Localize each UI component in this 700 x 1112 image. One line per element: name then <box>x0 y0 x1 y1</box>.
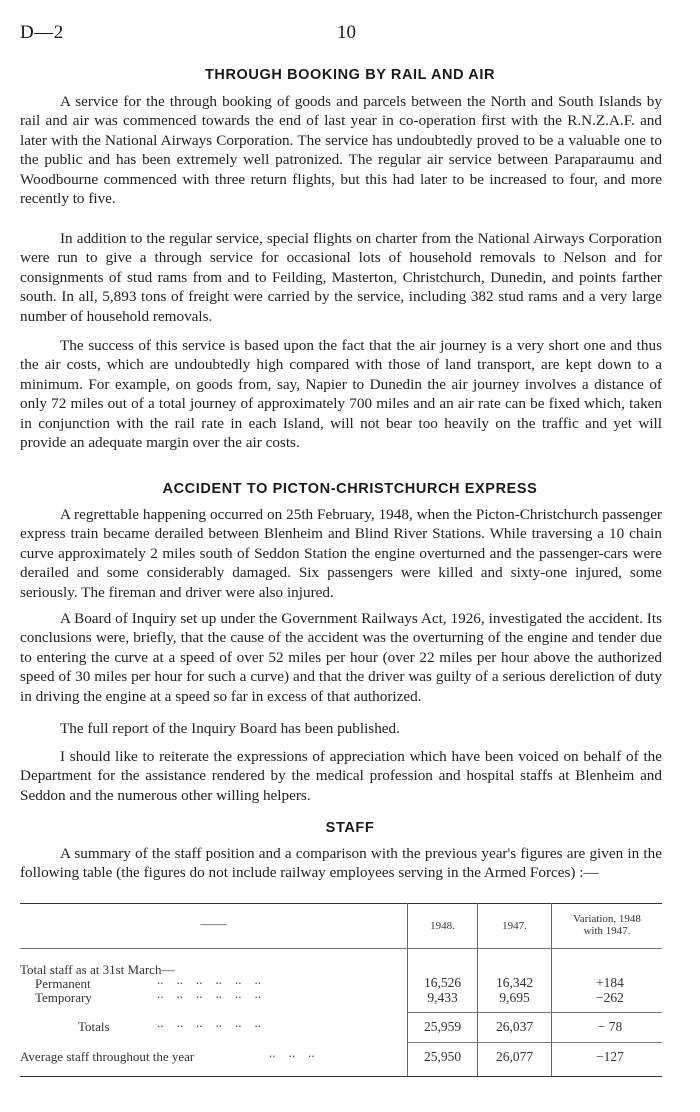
value-variation: − 78 <box>597 1019 623 1034</box>
leader-dots: .. .. .. .. .. .. <box>157 1015 261 1030</box>
section-heading-staff: STAFF <box>325 820 375 836</box>
page-number: 10 <box>337 22 356 43</box>
document-reference: D—2 <box>20 22 64 43</box>
paragraph: A regrettable happening occurred on 25th February, 1948, when the Picton-Christchurch passenger express train became derailed between Blenheim and Blind River Stations. While traversing a 10 chain curve approximately 2 miles south of Seddon Station the engine overturned and the passenger-cars were derailed and some considerably damaged. Six passengers were killed and sixty-one injured, some seriously. The fireman and driver were also injured. <box>20 506 662 601</box>
table-subtotal-rule <box>408 1012 662 1013</box>
paragraph: A service for the through booking of goods and parcels between the North and South Islands by rail and air was commenced towards the end of last year in co-operation first with the R.N.Z.A.F. and later with the National Airways Corporation. The service has undoubtedly proved to be a valuable one to the public and has been extremely well patronized. The regular air service between Paraparaumu and Woodbourne commenced with three return flights, but this had later to be increased to four, and more recently to five. <box>20 93 662 208</box>
value-1948: 9,433 <box>427 990 458 1005</box>
value-1947: 9,695 <box>499 990 530 1005</box>
value-variation: +184 <box>596 975 624 990</box>
row-label: Permanent <box>35 976 91 991</box>
row-label: Totals <box>78 1019 110 1034</box>
paragraph: I should like to reiterate the expressions of appreciation which have been voiced on behalf of the Department for the assistance rendered by the medical profession and hospital staffs at Blenheim and Seddon and the numerous other willing helpers. <box>20 748 662 804</box>
column-header-label: —— <box>200 916 227 931</box>
table-bottom-rule <box>20 1076 662 1077</box>
table-group-label: Total staff as at 31st March— <box>20 962 175 977</box>
column-divider <box>551 903 552 1076</box>
leader-dots: .. .. .. <box>269 1045 315 1060</box>
value-1947: 26,077 <box>495 1049 534 1064</box>
section-heading-rail-air: THROUGH BOOKING BY RAIL AND AIR <box>204 67 496 83</box>
paragraph: In addition to the regular service, special flights on charter from the National Airways Corporation were run to give a through service for occasional lots of household removals to Nelson and for consignments of stud rams from and to Feilding, Masterton, Christchurch, Dunedin, and points farther south. In all, 5,893 tons of freight were carried by the service, including 382 stud rams and a very large number of household removals. <box>20 230 662 325</box>
paragraph: The full report of the Inquiry Board has been published. <box>60 720 400 737</box>
paragraph: A Board of Inquiry set up under the Government Railways Act, 1926, investigated the accident. Its conclusions were, briefly, that the cause of the accident was the overturning of the engine and tender due to entering the curve at a speed of over 52 miles per hour (over 22 miles per hour above the authorized speed of 30 miles per hour for such a curve) and that the driver was guilty of a serious dereliction of duty in driving the engine at a speed so far in excess of that authorized. <box>20 610 662 705</box>
value-1948: 16,526 <box>423 975 462 990</box>
leader-dots: .. .. .. .. .. .. <box>157 986 261 1001</box>
column-header-variation: Variation, 1948 with 1947. <box>573 913 641 937</box>
column-header-1948: 1948. <box>430 920 455 932</box>
section-heading-accident: ACCIDENT TO PICTON-CHRISTCHURCH EXPRESS <box>162 481 538 497</box>
paragraph: The success of this service is based upon the fact that the air journey is a very short one and thus the air costs, which are undoubtedly high compared with those of land transport, are kept down to a minimum. For example, on goods from, say, Napier to Dunedin the air journey involves a distance of only 72 miles out of a total journey of approximately 700 miles and an air rate can be fixed which, taken in conjunction with the rail rate in each Island, will not bear too heavily on the traffic and yet will provide an adequate margin over the air costs. <box>20 337 662 452</box>
value-variation: −262 <box>596 990 624 1005</box>
value-1947: 16,342 <box>495 975 534 990</box>
value-1948: 25,959 <box>423 1019 462 1034</box>
table-top-rule <box>20 903 662 904</box>
value-1948: 25,950 <box>423 1049 462 1064</box>
table-header-rule <box>20 948 662 949</box>
column-header-1947: 1947. <box>502 920 527 932</box>
leader-dots: .. .. .. .. .. .. <box>157 972 261 987</box>
row-label: Average staff throughout the year <box>20 1049 195 1064</box>
value-1947: 26,037 <box>495 1019 534 1034</box>
value-variation: −127 <box>596 1049 624 1064</box>
paragraph: A summary of the staff position and a comparison with the previous year's figures are given in the following table (the figures do not include railway employees serving in the Armed Forces) :— <box>20 845 662 882</box>
table-total-rule <box>408 1042 662 1043</box>
row-label: Temporary <box>35 990 92 1005</box>
